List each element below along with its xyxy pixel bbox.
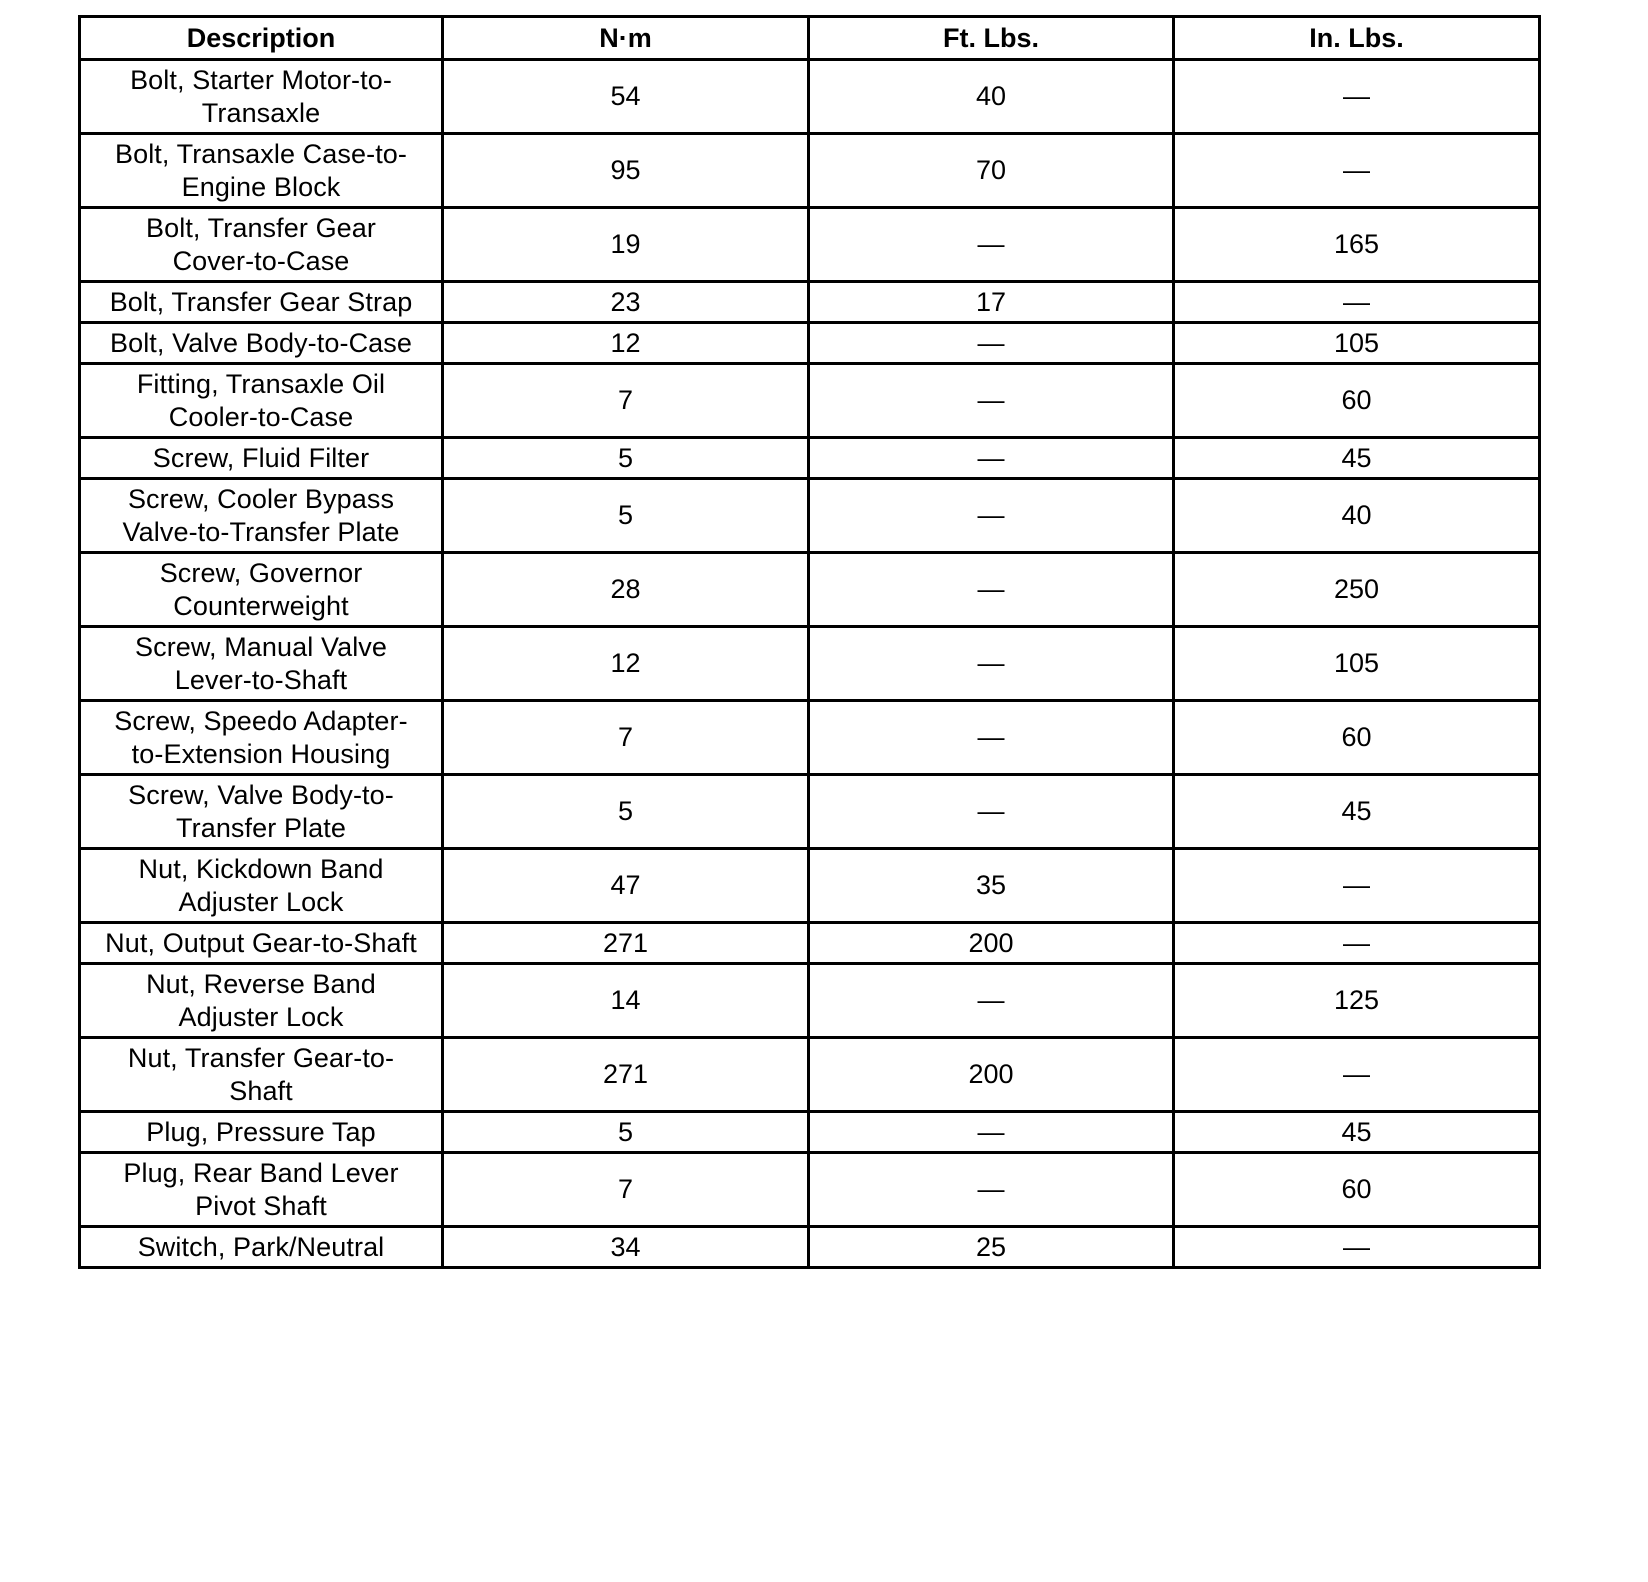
foot-pounds-cell: 35	[809, 849, 1174, 923]
foot-pounds-cell: —	[809, 1153, 1174, 1227]
torque-spec-sheet	[78, 15, 1538, 1269]
table-row	[80, 438, 1540, 479]
description-cell	[80, 627, 443, 701]
newton-meters-cell: 95	[443, 134, 809, 208]
description-line: Cooler-to-Case	[168, 401, 354, 432]
table-body	[80, 60, 1540, 1268]
foot-pounds-cell: 200	[809, 923, 1174, 964]
newton-meters-cell: 23	[443, 282, 809, 323]
foot-pounds-cell: —	[809, 775, 1174, 849]
inch-pounds-cell: —	[1174, 1038, 1540, 1112]
inch-pounds-cell: —	[1174, 849, 1540, 923]
foot-pounds-cell: 40	[809, 60, 1174, 134]
newton-meters-cell: 5	[443, 775, 809, 849]
description-cell	[80, 923, 443, 964]
inch-pounds-cell: 40	[1174, 479, 1540, 553]
inch-pounds-cell: —	[1174, 282, 1540, 323]
table-row	[80, 923, 1540, 964]
table-row	[80, 701, 1540, 775]
newton-meters-cell: 14	[443, 964, 809, 1038]
inch-pounds-cell: 60	[1174, 364, 1540, 438]
foot-pounds-cell: —	[809, 964, 1174, 1038]
table-row	[80, 282, 1540, 323]
description-line: Nut, Kickdown Band	[138, 853, 384, 884]
foot-pounds-cell: 70	[809, 134, 1174, 208]
description-cell	[80, 134, 443, 208]
description-cell	[80, 1153, 443, 1227]
newton-meters-cell: 54	[443, 60, 809, 134]
inch-pounds-cell: 125	[1174, 964, 1540, 1038]
table-row	[80, 323, 1540, 364]
newton-meters-cell: 7	[443, 1153, 809, 1227]
foot-pounds-cell: —	[809, 323, 1174, 364]
newton-meters-cell: 28	[443, 553, 809, 627]
description-line: Bolt, Transfer Gear	[146, 212, 376, 243]
description-cell	[80, 849, 443, 923]
description-line: Fitting, Transaxle Oil	[136, 368, 386, 399]
description-line: to-Extension Housing	[131, 738, 391, 769]
column-header-foot-pounds: Ft. Lbs.	[809, 17, 1174, 60]
table-row	[80, 364, 1540, 438]
table-row	[80, 479, 1540, 553]
description-line: Adjuster Lock	[178, 886, 344, 917]
description-line: Transaxle	[201, 97, 321, 128]
table-row	[80, 1153, 1540, 1227]
description-line: Lever-to-Shaft	[174, 664, 348, 695]
description-line: Screw, Valve Body-to-	[128, 779, 394, 810]
table-row	[80, 775, 1540, 849]
table-row	[80, 1227, 1540, 1268]
torque-specifications-table	[78, 15, 1541, 1269]
description-line: Valve-to-Transfer Plate	[122, 516, 400, 547]
inch-pounds-cell: 45	[1174, 438, 1540, 479]
description-cell	[80, 553, 443, 627]
table-row	[80, 1038, 1540, 1112]
table-row	[80, 553, 1540, 627]
description-line: Nut, Transfer Gear-to-	[127, 1042, 395, 1073]
table-row	[80, 134, 1540, 208]
newton-meters-cell: 19	[443, 208, 809, 282]
newton-meters-cell: 5	[443, 438, 809, 479]
column-header-newton-meters: N·m	[443, 17, 809, 60]
newton-meters-cell: 271	[443, 1038, 809, 1112]
description-line: Nut, Reverse Band	[146, 968, 376, 999]
foot-pounds-cell: —	[809, 627, 1174, 701]
inch-pounds-cell: —	[1174, 60, 1540, 134]
newton-meters-cell: 5	[443, 1112, 809, 1153]
table-row	[80, 208, 1540, 282]
newton-meters-cell: 12	[443, 323, 809, 364]
foot-pounds-cell: —	[809, 1112, 1174, 1153]
description-cell	[80, 775, 443, 849]
foot-pounds-cell: 17	[809, 282, 1174, 323]
description-cell	[80, 1038, 443, 1112]
foot-pounds-cell: —	[809, 479, 1174, 553]
inch-pounds-cell: 60	[1174, 701, 1540, 775]
description-cell	[80, 964, 443, 1038]
inch-pounds-cell: —	[1174, 923, 1540, 964]
description-line: Bolt, Starter Motor-to-	[130, 64, 392, 95]
description-line: Shaft	[229, 1075, 293, 1106]
newton-meters-cell: 5	[443, 479, 809, 553]
newton-meters-cell: 7	[443, 364, 809, 438]
description-line: Bolt, Transaxle Case-to-	[114, 138, 408, 169]
inch-pounds-cell: 165	[1174, 208, 1540, 282]
newton-meters-cell: 12	[443, 627, 809, 701]
column-header-description: Description	[80, 17, 443, 60]
description-line: Bolt, Valve Body-to-Case	[109, 327, 413, 358]
description-cell	[80, 282, 443, 323]
description-line: Adjuster Lock	[178, 1001, 344, 1032]
description-cell	[80, 364, 443, 438]
foot-pounds-cell: —	[809, 701, 1174, 775]
description-line: Screw, Manual Valve	[134, 631, 388, 662]
inch-pounds-cell: 250	[1174, 553, 1540, 627]
foot-pounds-cell: —	[809, 208, 1174, 282]
inch-pounds-cell: 60	[1174, 1153, 1540, 1227]
table-row	[80, 60, 1540, 134]
table-row	[80, 627, 1540, 701]
inch-pounds-cell: 105	[1174, 627, 1540, 701]
description-cell	[80, 1227, 443, 1268]
description-line: Screw, Speedo Adapter-	[114, 705, 408, 736]
description-line: Screw, Governor	[159, 557, 363, 588]
inch-pounds-cell: —	[1174, 1227, 1540, 1268]
newton-meters-cell: 271	[443, 923, 809, 964]
table-row	[80, 964, 1540, 1038]
foot-pounds-cell: 200	[809, 1038, 1174, 1112]
foot-pounds-cell: —	[809, 553, 1174, 627]
description-line: Plug, Rear Band Lever	[123, 1157, 399, 1188]
description-cell	[80, 208, 443, 282]
inch-pounds-cell: 105	[1174, 323, 1540, 364]
description-cell	[80, 701, 443, 775]
description-cell	[80, 1112, 443, 1153]
description-line: Pivot Shaft	[195, 1190, 327, 1221]
description-cell	[80, 60, 443, 134]
description-line: Transfer Plate	[176, 812, 346, 843]
foot-pounds-cell: —	[809, 364, 1174, 438]
description-cell	[80, 323, 443, 364]
newton-meters-cell: 7	[443, 701, 809, 775]
description-line: Screw, Cooler Bypass	[127, 483, 395, 514]
description-cell	[80, 438, 443, 479]
foot-pounds-cell: 25	[809, 1227, 1174, 1268]
description-line: Switch, Park/Neutral	[137, 1231, 385, 1262]
description-line: Plug, Pressure Tap	[146, 1116, 376, 1147]
table-row	[80, 849, 1540, 923]
newton-meters-cell: 34	[443, 1227, 809, 1268]
table-header-row	[80, 17, 1540, 60]
description-line: Cover-to-Case	[172, 245, 350, 276]
description-line: Screw, Fluid Filter	[152, 442, 370, 473]
description-line: Nut, Output Gear-to-Shaft	[105, 927, 417, 958]
newton-meters-cell: 47	[443, 849, 809, 923]
column-header-inch-pounds: In. Lbs.	[1174, 17, 1540, 60]
description-line: Counterweight	[173, 590, 349, 621]
inch-pounds-cell: —	[1174, 134, 1540, 208]
foot-pounds-cell: —	[809, 438, 1174, 479]
description-line: Bolt, Transfer Gear Strap	[109, 286, 413, 317]
description-line: Engine Block	[181, 171, 341, 202]
table-row	[80, 1112, 1540, 1153]
inch-pounds-cell: 45	[1174, 775, 1540, 849]
inch-pounds-cell: 45	[1174, 1112, 1540, 1153]
description-cell	[80, 479, 443, 553]
